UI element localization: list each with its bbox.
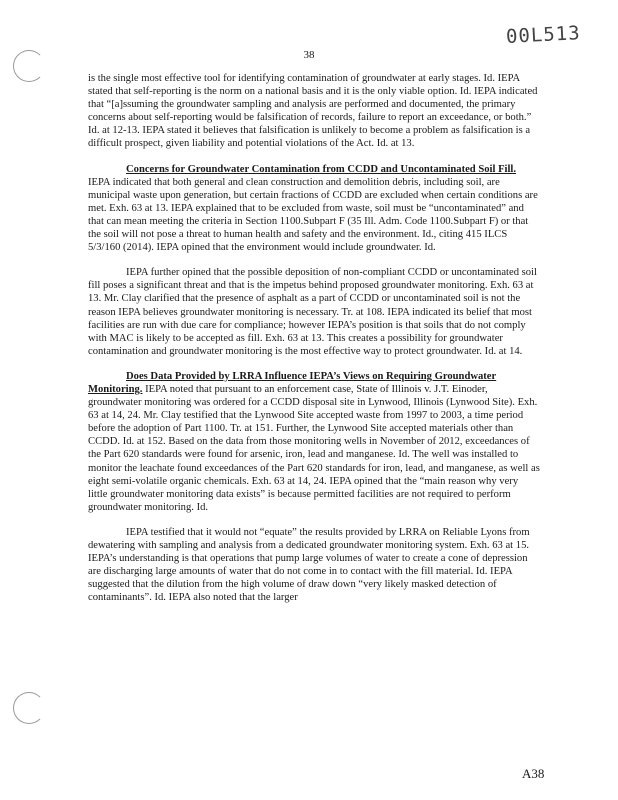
- section-heading-lrra: Does Data Provided by LRRA Influence IEPA’s Views on Requiring Groundwater Monitoring.: [88, 370, 497, 395]
- document-body: [88, 72, 540, 616]
- paragraph-3: IEPA further opined that the possible deposition of non-compliant CCDD or uncontaminated soil fill poses a significant threat and that is the impetus behind proposed groundwater monitoring. Exh. 63 at 13. Mr. Clay clarified that the presence of asphalt as a part of CCDD or uncontaminated soil is not the reason IEPA believes groundwater monitoring is necessary. Tr. at 108. IEPA indicated its belief that most facilities are run with due care for compliance; however IEPA’s position is that soils that do not comply with MAC is likely to be accepted as fill. Exh. 63 at 13. This creates a possibility for groundwater contamination and groundwater monitoring is the most effective way to protect groundwater. Id. at 14.: [88, 267, 537, 357]
- bates-stamp: 00L513: [505, 22, 582, 48]
- punch-hole-mark: [13, 50, 45, 82]
- page-number: 38: [303, 49, 315, 61]
- paragraph-1: is the single most effective tool for identifying contamination of groundwater at early stages. Id. IEPA stated that self-reporting is the norm on a national basis and it is the only viable option. Id. IEPA indicated that “[a]ssuming the groundwater sampling and analysis are performed and documented, the primary concerns about self-reporting would be falsification of records, failure to report an exceedance, or both.” Id. at 12-13. IEPA stated it believes that falsification is unlikely to become a problem as falsification is a difficult prospect, given liability and potential violations of the Act. Id. at 13.: [88, 73, 538, 150]
- paragraph-4: [88, 370, 540, 514]
- exhibit-page-label: A38: [522, 766, 545, 781]
- paragraph-5: IEPA testified that it would not “equate” the results provided by LRRA on Reliable Lyons from dewatering with sampling and analysis from a dedicated groundwater monitoring system. Exh. 63 at 15. IEPA’s understanding is that operations that pump large volumes of water to create a cone of depression are discharging large amounts of water that do not come in to contact with the fill material. Id. IEPA suggested that the dilution from the high volume of draw down “very likely masked detection of contaminants”. Id. IEPA also noted that the larger: [88, 526, 530, 604]
- paragraph-4-text: IEPA noted that pursuant to an enforcement case, State of Illinois v. J.T. Einoder, groundwater monitoring was ordered for a CCDD disposal site in Lynwood, Illinois (Lynwood Site). Exh. 63 at 14, 24. Mr. Clay testified that the Lynwood Site accepted waste from 1997 to 2003, a time period before the adoption of Part 1100. Tr. at 151. Further, the Lynwood Site accepted materials other than CCDD. Id. at 152. Based on the data from those monitoring wells in November of 2012, exceedances of the Part 620 standards were found for arsenic, iron, lead and manganese. Id. The well was installed to monitor the leachate found exceedances of the Part 620 standards for iron, lead, and manganese, as well as eight semi-volatile organic chemicals. Exh. 63 at 14, 24. IEPA opined that the “main reason why very little groundwater monitoring data exists” is because permitted facilities are not required to perform groundwater monitoring. Id.: [88, 383, 540, 513]
- paragraph-2-text: IEPA indicated that both general and clean construction and demolition debris, including soil, are municipal waste upon generation, but certain fractions of CCDD are excluded when certain conditions are met. Exh. 63 at 13. IEPA explained that to be excluded from waste, soil must be “uncontaminated” and that can mean meeting the criteria in Section 1100.Subpart F (35 Ill. Adm. Code 1100.Subpart F) or that the soil will not pose a threat to human health and safety and the environment. Id., citing 415 ILCS 5/3/160 (2014). IEPA opined that the environment would include groundwater. Id.: [88, 176, 538, 254]
- punch-hole-mark: [13, 692, 45, 724]
- section-heading-ccdd: Concerns for Groundwater Contamination from CCDD and Uncontaminated Soil Fill.: [126, 163, 517, 175]
- paragraph-2: [88, 163, 540, 255]
